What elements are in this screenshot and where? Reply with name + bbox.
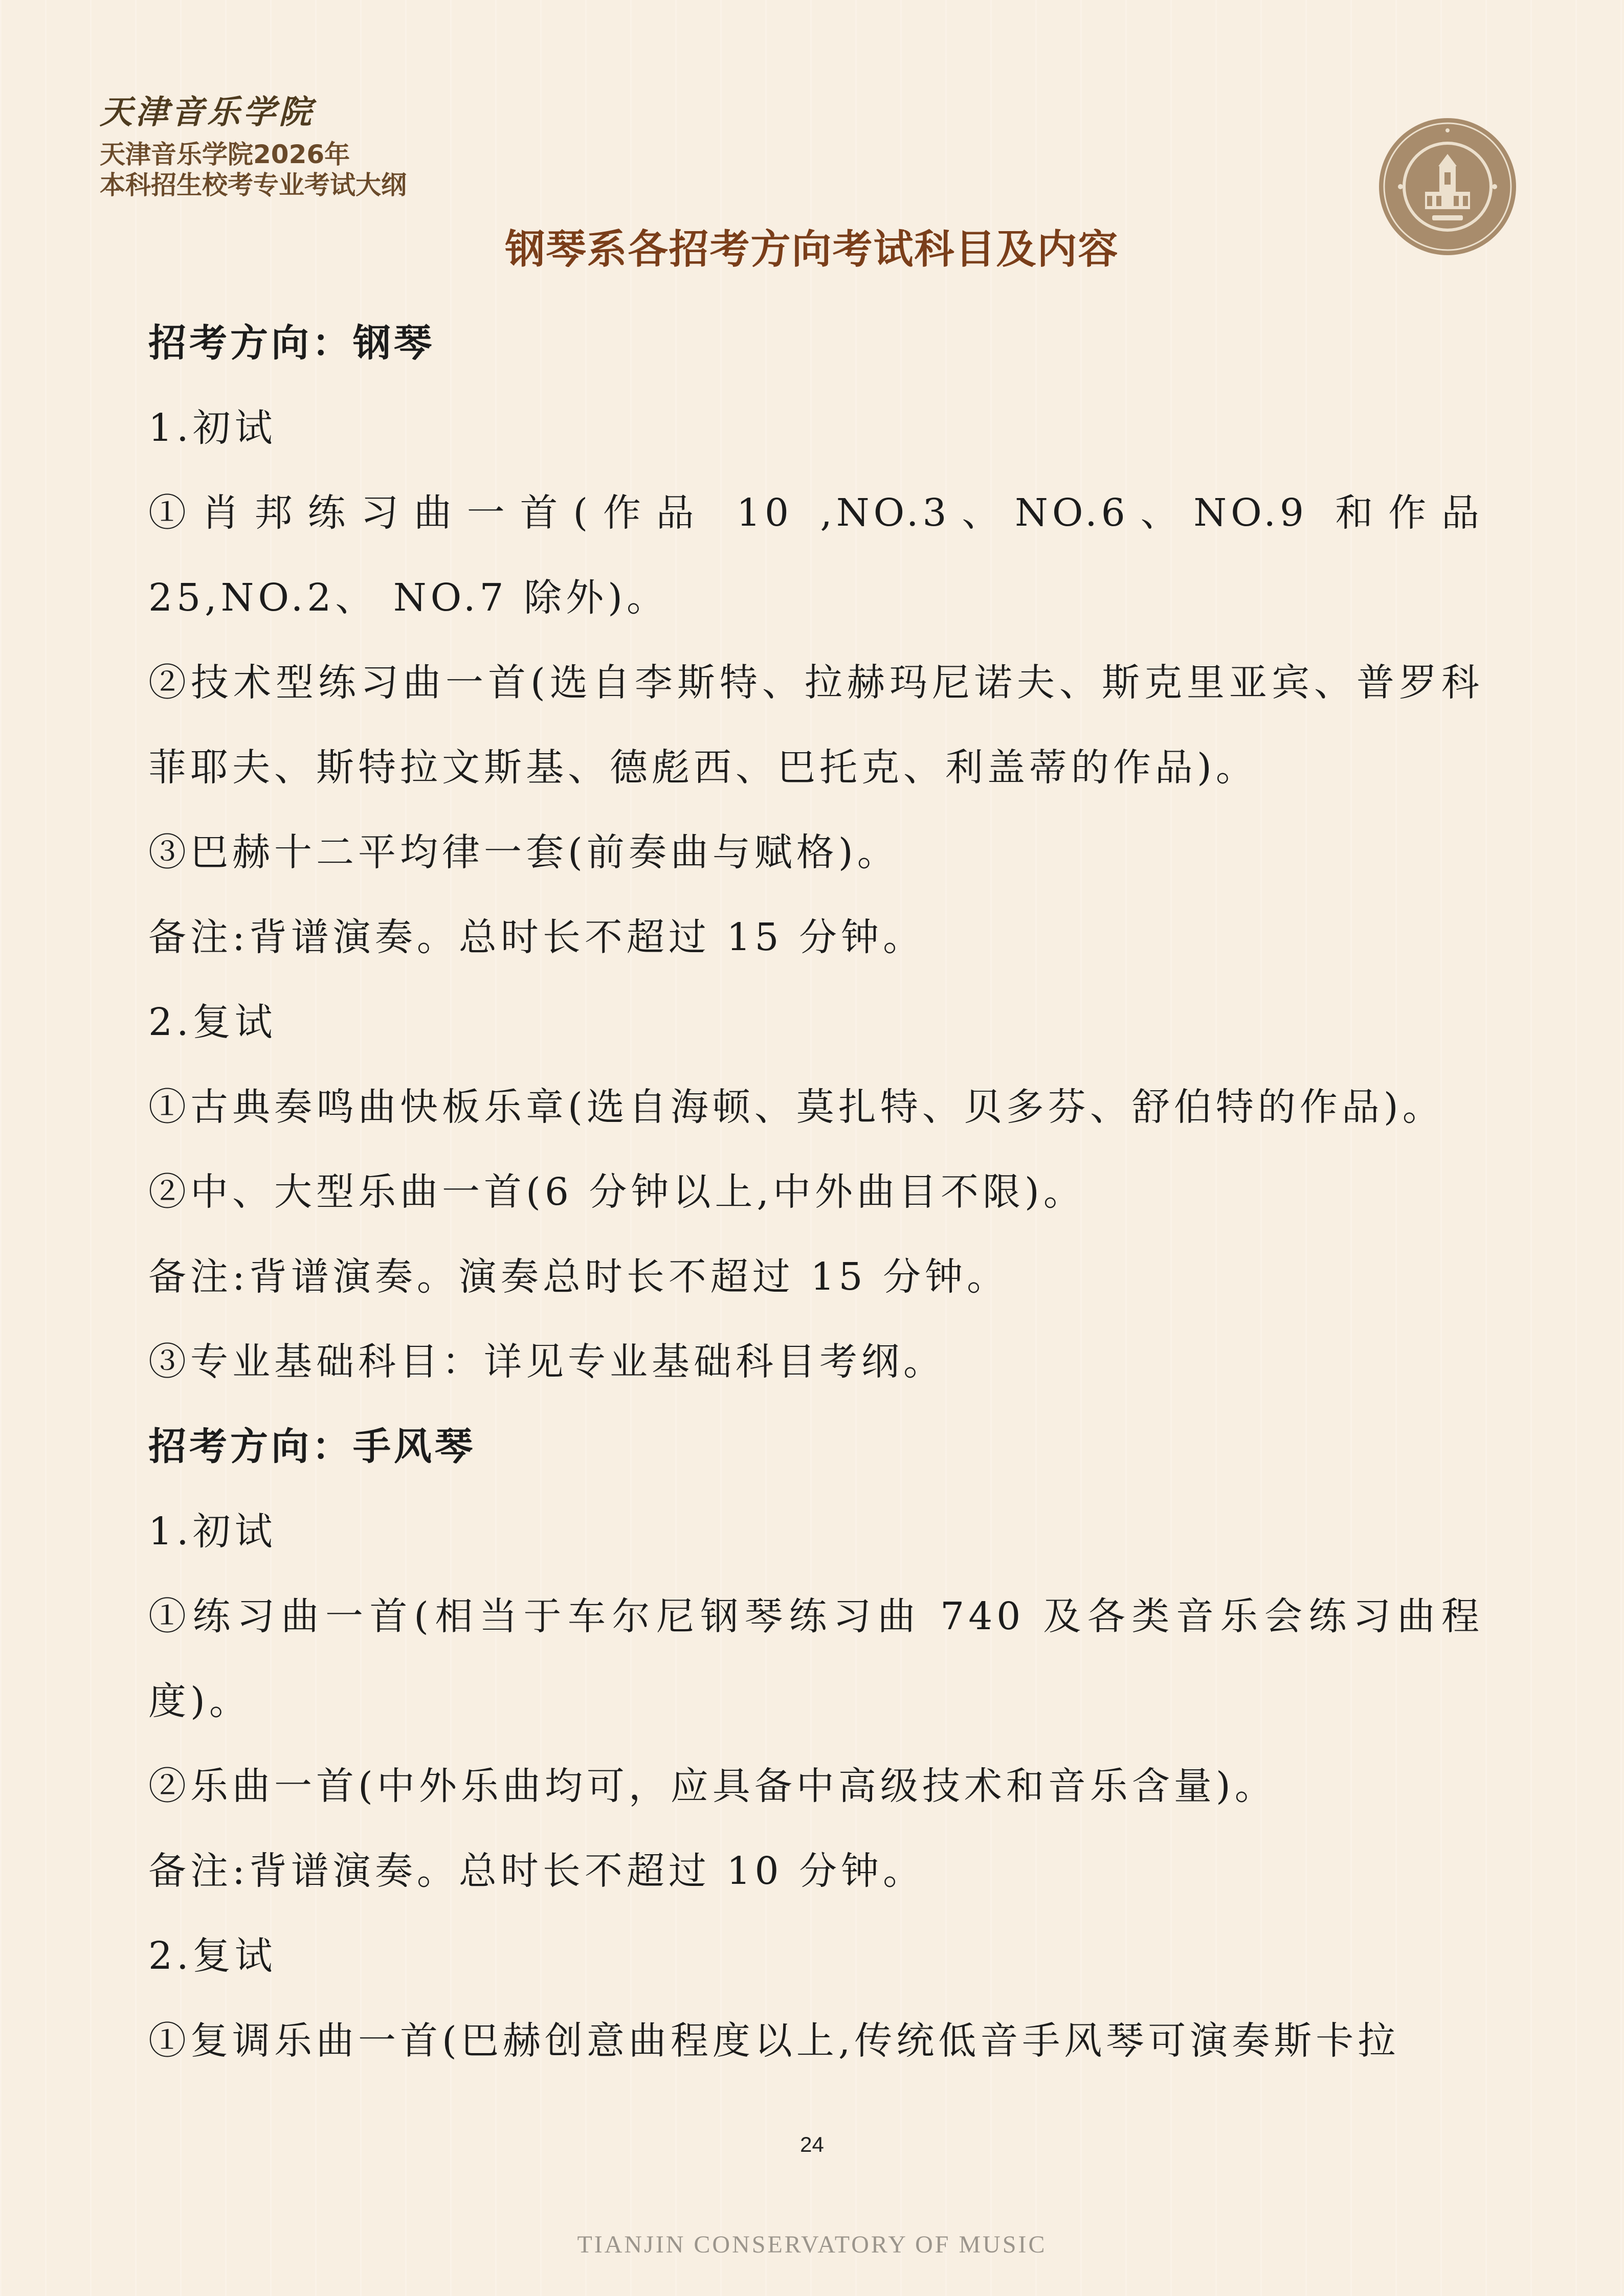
subsection-preliminary: 1.初试 (148, 1510, 277, 1554)
subsection-preliminary: 1.初试 (148, 406, 277, 450)
subsection-retest: 2.复试 (148, 1000, 277, 1044)
document-title: 钢琴系各招考方向考试科目及内容 (505, 227, 1119, 273)
subsection-retest: 2.复试 (148, 1934, 277, 1978)
note-text: 备注:背谱演奏。总时长不超过 15 分钟。 (148, 915, 925, 959)
list-item: ②中、大型乐曲一首(6 分钟以上,中外曲目不限)。 (148, 1170, 1085, 1214)
header-line-2: 本科招生校考专业考试大纲 (100, 170, 407, 200)
page-number: 24 (800, 2132, 824, 2156)
list-item: ①练习曲一首(相当于车尔尼钢琴练习曲 740 及各类音乐会练习曲程度)。 (148, 1594, 1483, 1723)
institution-logo-calligraphy: 天津音乐学院 (100, 93, 315, 131)
list-item: ①肖邦练习曲一首(作品 10 ,NO.3、NO.6、NO.9 和作品 25,NO.2、 NO.7 除外)。 (148, 491, 1483, 620)
document-body (148, 301, 1483, 2083)
section-heading-piano: 招考方向：钢琴 (148, 321, 435, 365)
footer-text: TIANJIN CONSERVATORY OF MUSIC (577, 2231, 1047, 2258)
list-item: ③巴赫十二平均律一套(前奏曲与赋格)。 (148, 830, 899, 874)
header-line-1: 天津音乐学院2026年 (100, 140, 350, 169)
list-item: ③专业基础科目：详见专业基础科目考纲。 (148, 1340, 945, 1384)
list-item: ①古典奏鸣曲快板乐章(选自海顿、莫扎特、贝多芬、舒伯特的作品)。 (148, 1085, 1444, 1129)
list-item: ①复调乐曲一首(巴赫创意曲程度以上,传统低音手风琴可演奏斯卡拉 (148, 2019, 1400, 2063)
section-heading-accordion: 招考方向：手风琴 (148, 1425, 476, 1469)
list-item: ②乐曲一首(中外乐曲均可，应具备中高级技术和音乐含量)。 (148, 1764, 1277, 1808)
list-item: ②技术型练习曲一首(选自李斯特、拉赫玛尼诺夫、斯克里亚宾、普罗科菲耶夫、斯特拉文斯基、德彪西、巴托克、利盖蒂的作品)。 (148, 661, 1483, 790)
note-text: 备注:背谱演奏。总时长不超过 10 分钟。 (148, 1849, 925, 1893)
note-text: 备注:背谱演奏。演奏总时长不超过 15 分钟。 (148, 1255, 1009, 1299)
